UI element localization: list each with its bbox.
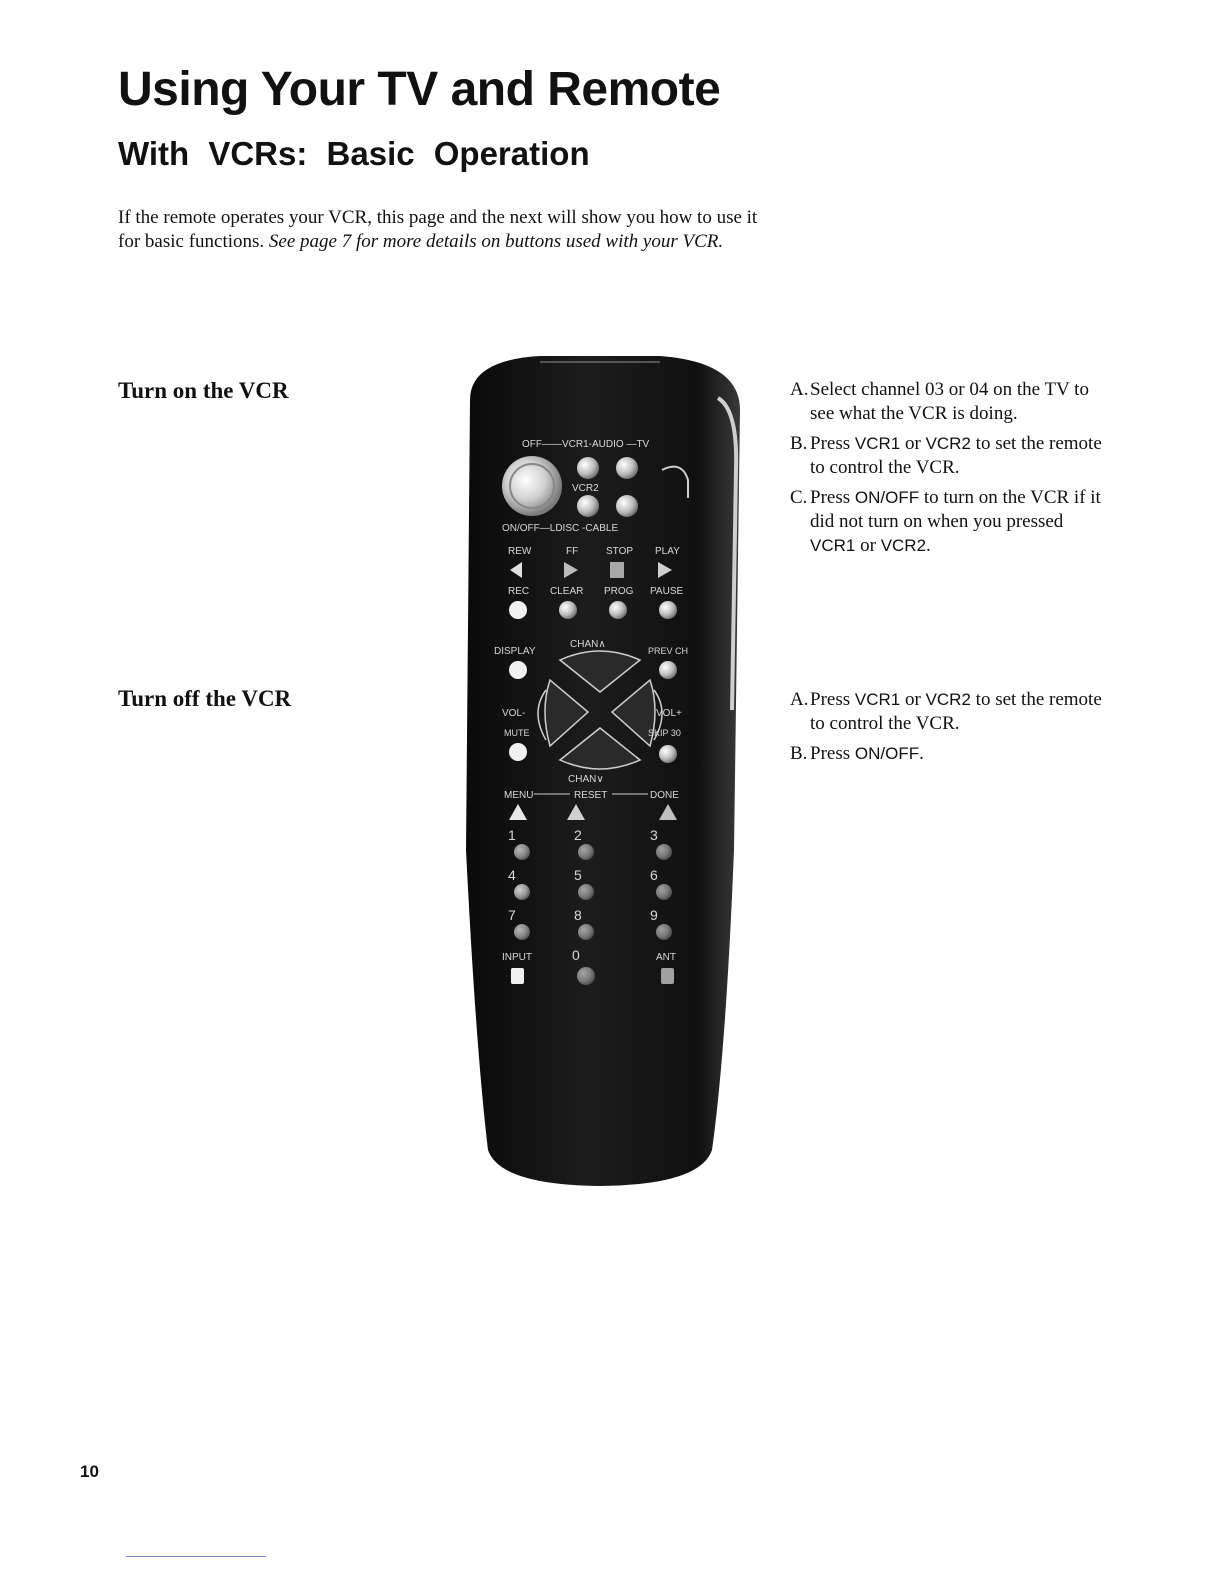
clear-button[interactable]	[559, 601, 577, 619]
page-number: 10	[80, 1462, 99, 1481]
digit-3-label: 3	[650, 827, 658, 843]
digit-6-label: 6	[650, 867, 658, 883]
step-item	[790, 378, 1110, 426]
input-label: INPUT	[502, 952, 532, 963]
digit-4-button[interactable]	[514, 884, 530, 900]
mode-row-bottom-label: ON/OFF—LDISC -CABLE	[502, 523, 619, 534]
intro-paragraph	[118, 206, 778, 254]
stop-label: STOP	[606, 546, 634, 557]
menu-label: MENU	[504, 790, 534, 801]
step-item	[790, 688, 1110, 736]
step-text: to set the remote to control the VCR.	[810, 433, 1102, 478]
rec-button[interactable]	[509, 601, 527, 619]
prog-button[interactable]	[609, 601, 627, 619]
step-item	[790, 486, 1110, 558]
skip-button[interactable]	[659, 745, 677, 763]
stop-button[interactable]	[610, 562, 624, 578]
ldisc-button[interactable]	[577, 495, 599, 517]
step-text: Press	[810, 433, 855, 454]
vol-plus-label: VOL+	[656, 708, 682, 719]
display-label: DISPLAY	[494, 646, 536, 657]
digit-9-label: 9	[650, 907, 658, 923]
step-text: or	[855, 535, 881, 556]
step-text: to set the remote to control the VCR.	[810, 689, 1102, 734]
rec-label: REC	[508, 586, 530, 597]
digit-1-button[interactable]	[514, 844, 530, 860]
digit-4-label: 4	[508, 867, 516, 883]
steps-turn-off	[790, 688, 1110, 772]
chan-up-label: CHAN∧	[570, 639, 606, 650]
digit-5-button[interactable]	[578, 884, 594, 900]
step-text: Press	[810, 689, 855, 710]
step-text: or	[900, 433, 926, 454]
button-name: ON/OFF	[854, 744, 920, 763]
page-subtitle: With VCRs: Basic Operation	[118, 135, 590, 172]
button-name: VCR2	[925, 690, 971, 709]
intro-text: If the remote operates your VCR, this page and the next will show you how to use it for basic functions.	[118, 207, 758, 252]
section-heading-turn-on: Turn on the VCR	[118, 378, 289, 403]
display-button[interactable]	[509, 661, 527, 679]
done-label: DONE	[650, 790, 679, 801]
page-title: Using Your TV and Remote	[118, 63, 721, 116]
clear-label: CLEAR	[550, 586, 584, 597]
step-letter: C.	[790, 487, 808, 508]
step-text: Press	[810, 743, 855, 764]
step-text: .	[919, 743, 924, 764]
digit-5-label: 5	[574, 867, 582, 883]
digit-8-label: 8	[574, 907, 582, 923]
vcr1-button[interactable]	[577, 457, 599, 479]
step-letter: B.	[790, 433, 808, 454]
ff-label: FF	[566, 546, 579, 557]
digit-8-button[interactable]	[578, 924, 594, 940]
play-label: PLAY	[655, 546, 680, 557]
step-letter: A.	[790, 689, 809, 710]
step-item	[790, 432, 1110, 480]
footer-rule	[126, 1556, 266, 1557]
digit-2-button[interactable]	[578, 844, 594, 860]
tv-button[interactable]	[616, 457, 638, 479]
prog-label: PROG	[604, 586, 634, 597]
step-text: .	[926, 535, 931, 556]
digit-6-button[interactable]	[656, 884, 672, 900]
digit-0-label: 0	[572, 947, 580, 963]
step-text: to turn on the VCR if it did not turn on when you pressed	[810, 487, 1101, 532]
button-name: VCR2	[880, 536, 927, 555]
remote-illustration	[450, 350, 750, 1190]
reset-label: RESET	[574, 790, 608, 801]
digit-9-button[interactable]	[656, 924, 672, 940]
button-name: ON/OFF	[854, 488, 920, 507]
step-item	[790, 742, 1110, 766]
digit-3-button[interactable]	[656, 844, 672, 860]
button-name: VCR1	[854, 434, 901, 453]
steps-turn-on	[790, 378, 1110, 564]
vol-minus-label: VOL-	[502, 708, 526, 719]
skip-label: SKIP 30	[648, 728, 681, 738]
pause-label: PAUSE	[650, 586, 684, 597]
rew-label: REW	[508, 546, 532, 557]
pause-button[interactable]	[659, 601, 677, 619]
button-name: VCR1	[810, 536, 856, 555]
chan-down-label: CHAN∨	[568, 774, 604, 785]
step-text: or	[900, 689, 926, 710]
digit-0-button[interactable]	[577, 967, 595, 985]
cable-button[interactable]	[616, 495, 638, 517]
intro-note: See page 7 for more details on buttons used with your VCR.	[268, 231, 724, 252]
section-heading-turn-off: Turn off the VCR	[118, 686, 292, 711]
step-text: Press	[810, 487, 855, 508]
mute-button[interactable]	[509, 743, 527, 761]
digit-7-button[interactable]	[514, 924, 530, 940]
button-name: VCR1	[854, 690, 901, 709]
vcr2-label: VCR2	[572, 483, 599, 494]
step-letter: A.	[790, 379, 809, 400]
prev-ch-label: PREV CH	[648, 646, 689, 656]
ant-label: ANT	[656, 952, 676, 963]
digit-2-label: 2	[574, 827, 582, 843]
digit-1-label: 1	[508, 827, 516, 843]
mute-label: MUTE	[504, 728, 530, 738]
prev-ch-button[interactable]	[659, 661, 677, 679]
mode-row-top-label: OFF——VCR1-AUDIO —TV	[522, 439, 650, 450]
digit-7-label: 7	[508, 907, 516, 923]
button-name: VCR2	[925, 434, 971, 453]
ant-button[interactable]	[661, 968, 674, 984]
step-letter: B.	[790, 743, 808, 764]
input-button[interactable]	[511, 968, 524, 984]
step-text: Select channel 03 or 04 on the TV to see what the VCR is doing.	[810, 379, 1089, 424]
